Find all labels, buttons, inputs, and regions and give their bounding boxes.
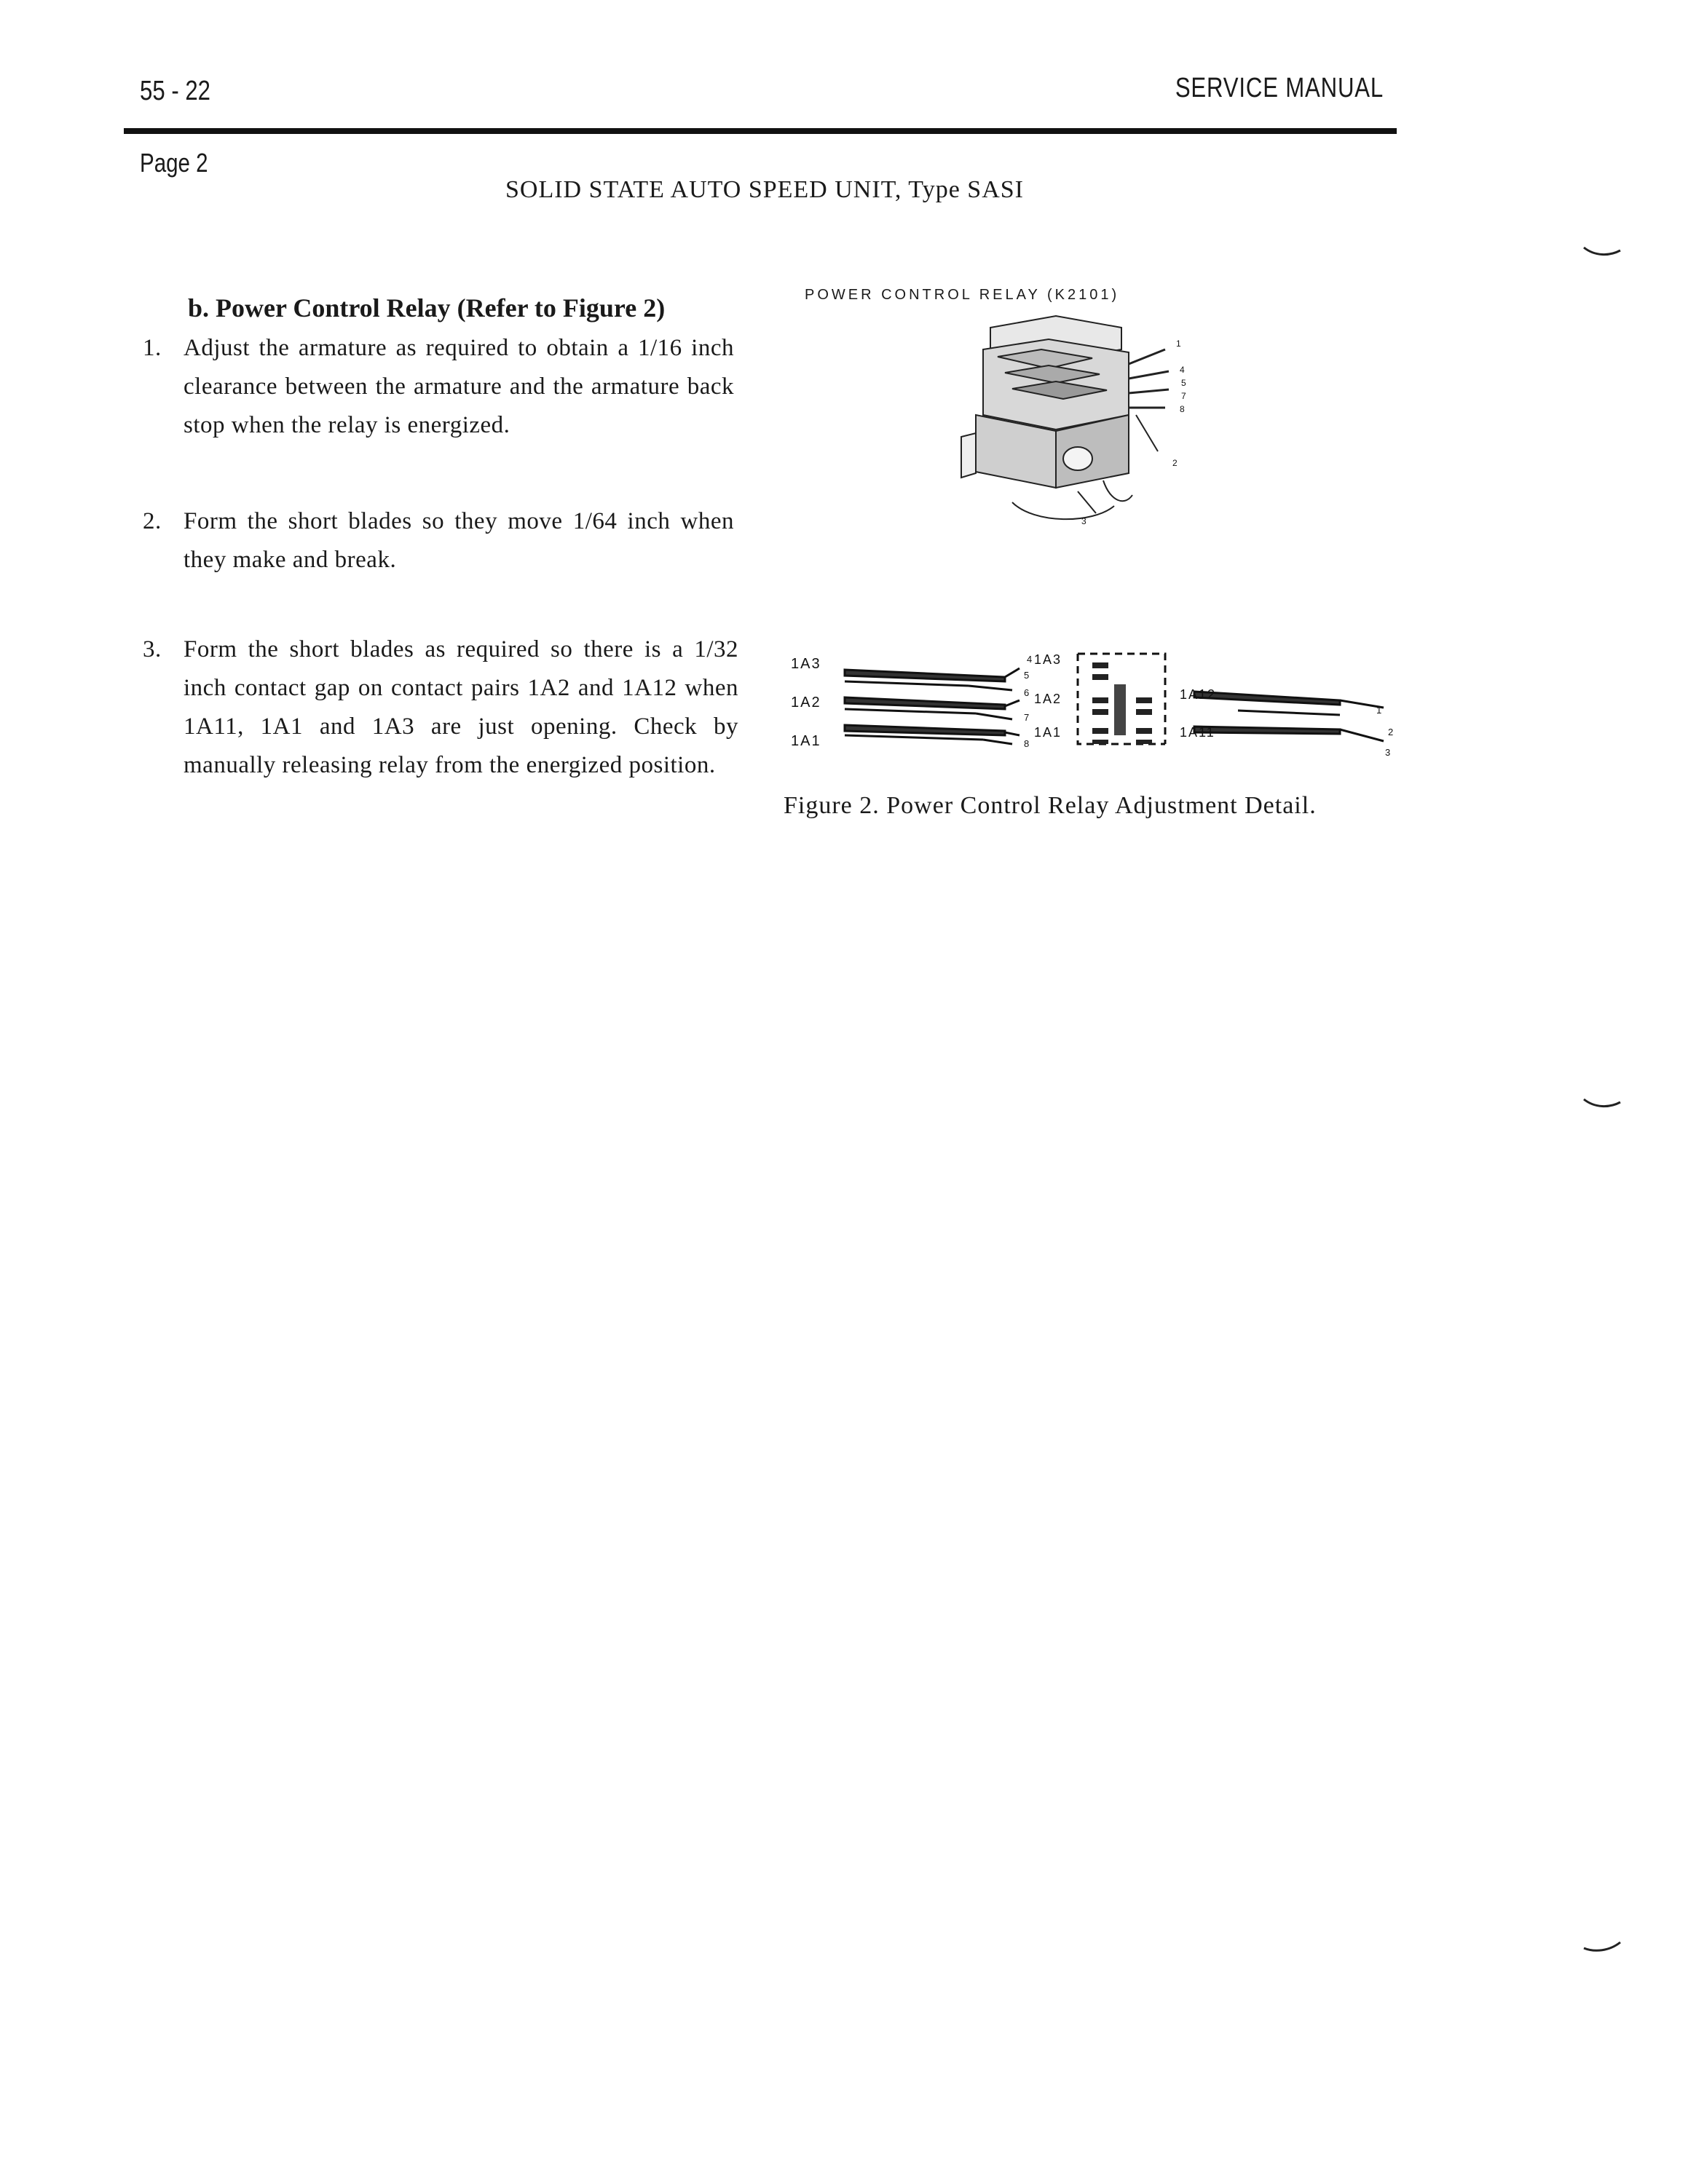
relay-illustration — [947, 306, 1209, 531]
inner-left-number: 6 — [1024, 687, 1030, 698]
inner-left-label: 1A1 — [1034, 725, 1062, 740]
inner-left-label: 1A2 — [1034, 692, 1062, 706]
inner-left-number: 8 — [1024, 738, 1030, 749]
scan-mark — [1580, 1092, 1624, 1114]
document-title: SOLID STATE AUTO SPEED UNIT, Type SASI — [505, 176, 1024, 203]
scan-mark — [1580, 1936, 1624, 1958]
step-3 — [143, 630, 738, 785]
left-contact-label: 1A1 — [791, 733, 821, 749]
photo-callout: 4 — [1180, 365, 1185, 375]
photo-callout: 8 — [1180, 404, 1185, 414]
inner-right-label: 1A12 — [1180, 687, 1217, 702]
right-number: 1 — [1376, 705, 1382, 716]
step-number: 2. — [143, 508, 162, 534]
manual-title: SERVICE MANUAL — [1175, 73, 1384, 103]
section-heading: b. Power Control Relay (Refer to Figure 2) — [188, 293, 666, 323]
step-text: Form the short blades so they move 1/64 inch when they make and break. — [184, 508, 734, 573]
inner-right-label: 1A11 — [1180, 725, 1215, 740]
photo-callout: 5 — [1181, 378, 1186, 388]
step-number: 3. — [143, 636, 162, 662]
left-contact-label: 1A3 — [791, 656, 821, 672]
contact-diagram — [786, 633, 1405, 764]
page-label: Page 2 — [140, 148, 208, 178]
photo-callout: 2 — [1172, 458, 1178, 468]
step-1 — [143, 329, 734, 445]
photo-callout: 3 — [1081, 516, 1086, 526]
photo-callout: 1 — [1176, 339, 1181, 349]
right-number: 2 — [1388, 727, 1394, 737]
photo-callout: 7 — [1181, 391, 1186, 401]
step-number: 1. — [143, 335, 162, 361]
scan-mark — [1580, 240, 1624, 262]
inner-left-number: 7 — [1024, 712, 1030, 723]
figure-top-label: POWER CONTROL RELAY (K2101) — [805, 287, 1120, 303]
step-2 — [143, 502, 734, 579]
figure-caption: Figure 2. Power Control Relay Adjustment Detail. — [784, 792, 1317, 819]
step-text: Adjust the armature as required to obtain a 1/16 inch clearance between the armature and the armature back stop when the relay is energized. — [184, 335, 734, 438]
page-number: 55 - 22 — [140, 76, 211, 106]
step-text: Form the short blades as required so there is a 1/32 inch contact gap on contact pairs 1A2 and 1A12 when 1A11, 1A1 and 1A3 are just opening. Check by manually releasing relay from the energized position. — [184, 636, 738, 778]
inner-left-number: 5 — [1024, 670, 1030, 681]
inner-left-number: 4 — [1027, 654, 1033, 665]
right-number: 3 — [1385, 747, 1391, 758]
left-contact-label: 1A2 — [791, 695, 821, 711]
inner-left-label: 1A3 — [1034, 652, 1062, 667]
header-rule — [124, 128, 1397, 134]
